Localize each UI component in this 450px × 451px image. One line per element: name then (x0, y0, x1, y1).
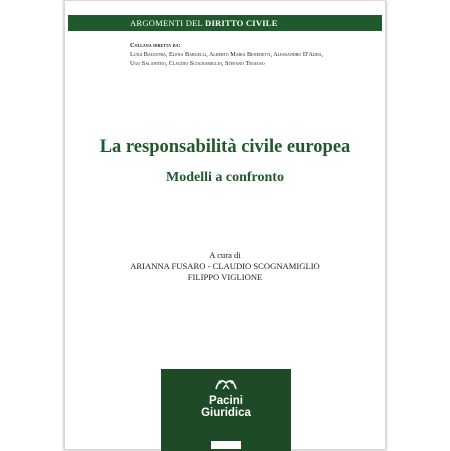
book-title: La responsabilità civile europea (99, 137, 351, 157)
editors-line-1: Luigi Balestra, Elena Bargelli, Alberto Maria Benedetti, Alessandro D'Adda, (130, 51, 324, 59)
series-band (68, 15, 382, 31)
publisher-name-line-1: Pacini (209, 395, 243, 407)
series-prefix: ARGOMENTI DEL (130, 18, 206, 28)
series-editors (130, 41, 380, 69)
editors-line-2: Ugo Salanitro, Claudio Scognamiglio, Stefano Troiano (130, 60, 265, 68)
publisher-name-line-2: Giuridica (201, 407, 251, 419)
curators (65, 250, 385, 283)
publisher-logo-icon (214, 377, 238, 391)
publisher-bar (211, 441, 241, 449)
curators-line-1: ARIANNA FUSARO - CLAUDIO SCOGNAMIGLIO (130, 261, 320, 271)
book-cover (64, 0, 386, 450)
curators-line-2: FILIPPO VIGLIONE (187, 272, 263, 282)
editors-heading: Collana diretta da: (130, 42, 181, 49)
publisher-block (161, 369, 291, 451)
curators-prefix: A cura di (209, 250, 241, 260)
book-subtitle: Modelli a confronto (166, 170, 284, 185)
series-name: DIRITTO CIVILE (205, 18, 278, 28)
